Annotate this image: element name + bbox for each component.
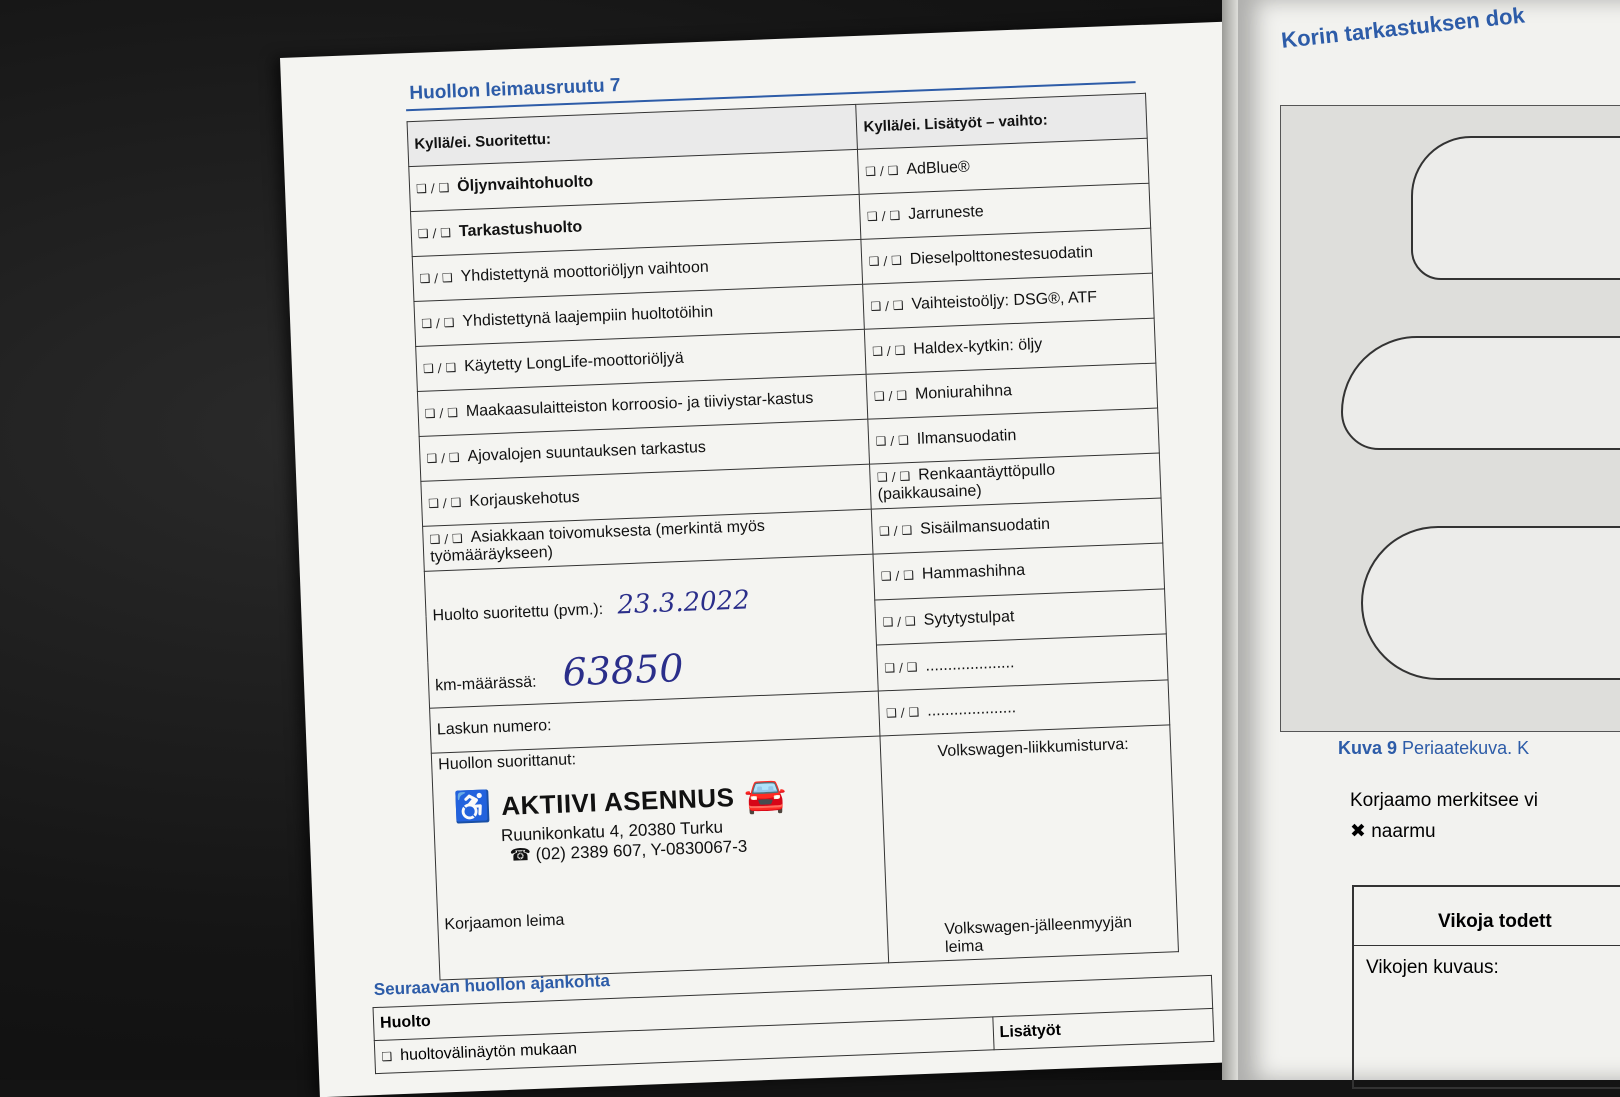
next-col-service: Huolto <box>373 975 1213 1040</box>
dealer-stamp-label: Volkswagen-jälleenmyyjän leima <box>944 913 1133 957</box>
car-icon: 🚘 <box>743 776 788 816</box>
right-row-label: Sytytystulpat <box>923 608 1015 629</box>
workshop-stamp-label: Korjaamon leima <box>444 911 565 934</box>
defects-description-label: Vikojen kuvaus: <box>1366 957 1499 978</box>
right-row-label: Hammashihna <box>921 562 1026 584</box>
left-row-label: Tarkastushuolto <box>458 218 583 241</box>
checkbox-pair[interactable]: ❑ / ❑ <box>876 469 911 485</box>
invoice-label: Laskun numero: <box>436 717 552 739</box>
page-title: Huollon leimausruutu 7 <box>409 74 621 105</box>
right-page-title: Korin tarkastuksen dok <box>1280 2 1526 53</box>
service-booklet-right-page <box>1238 0 1620 1080</box>
checkbox-pair[interactable]: ❑ / ❑ <box>426 450 460 466</box>
car-rear-view-icon <box>1411 136 1620 280</box>
header-right: Kyllä/ei. Lisätyöt – vaihto: <box>856 93 1147 149</box>
service-table <box>407 93 1179 981</box>
right-row-label: Dieselpolttonestesuodatin <box>909 243 1094 268</box>
wheelchair-icon: ♿ <box>453 789 492 825</box>
checkbox-pair[interactable]: ❑ / ❑ <box>421 315 455 331</box>
mobility-label: Volkswagen-liikkumisturva: <box>937 735 1129 761</box>
defects-box <box>1352 885 1620 1089</box>
checkbox-pair[interactable]: ❑ / ❑ <box>866 208 901 224</box>
car-side-view-icon <box>1341 336 1620 450</box>
next-service-title: Seuraavan huollon ajankohta <box>373 971 611 1000</box>
figure-caption: Kuva 9 Periaatekuva. K <box>1338 738 1530 758</box>
checkbox-pair[interactable]: ❑ / ❑ <box>873 388 908 404</box>
service-date-label: Huolto suoritettu (pvm.): <box>432 601 604 625</box>
service-date-value: 23.3.2022 <box>616 585 751 621</box>
workshop-stamp <box>453 772 878 868</box>
checkbox-pair[interactable]: ❑ / ❑ <box>417 225 452 241</box>
checkbox-pair[interactable]: ❑ / ❑ <box>429 531 464 547</box>
km-label: km-määrässä: <box>434 673 537 695</box>
checkbox-pair[interactable]: ❑ / ❑ <box>419 270 454 286</box>
right-row-label: Sisäilmansuodatin <box>919 515 1051 538</box>
checkbox-pair[interactable]: ❑ / ❑ <box>427 495 462 511</box>
stamp-name: AKTIIVI ASENNUS <box>500 781 735 821</box>
left-row-label: Asiakkaan toivomuksesta (merkintä myös työmääräykseen) <box>429 517 766 566</box>
right-row-label: Ilmansuodatin <box>916 427 1017 448</box>
left-row-label: Yhdistettynä moottoriöljyn vaihtoon <box>460 258 710 286</box>
right-text-1: Korjaamo merkitsee vi <box>1350 790 1538 811</box>
left-row-label: Ajovalojen suuntauksen tarkastus <box>467 438 707 466</box>
right-row-label: AdBlue® <box>906 158 971 179</box>
performer-cell <box>431 736 889 980</box>
checkbox-pair[interactable]: ❑ / ❑ <box>868 253 903 269</box>
checkbox-pair[interactable]: ❑ / ❑ <box>880 568 915 584</box>
left-row-label: Maakaasulaitteiston korroosio- ja tiiviystar-kastus <box>465 389 814 421</box>
car-body-diagram <box>1280 105 1620 732</box>
service-date-cell <box>424 554 878 708</box>
checkbox-pair[interactable]: ❑ / ❑ <box>424 405 459 421</box>
right-row-label: .................... <box>925 653 1015 675</box>
left-row-label: Öljynvaihtohuolto <box>456 173 594 196</box>
right-text-2: ✖ naarmu <box>1350 821 1436 842</box>
right-row-label: Moniurahihna <box>914 382 1013 403</box>
checkbox-pair[interactable]: ❑ / ❑ <box>885 704 920 721</box>
checkbox-pair[interactable]: ❑ / ❑ <box>422 360 457 376</box>
km-value: 63850 <box>561 645 685 695</box>
stamp-address: Ruunikonkatu 4, 20380 Turku <box>500 817 724 846</box>
left-row-label: Yhdistettynä laajempiin huoltotöihin <box>462 303 714 331</box>
performer-label: Huollon suorittanut: <box>437 751 577 774</box>
right-row-label: Haldex-kytkin: öljy <box>912 335 1043 358</box>
checkbox-pair[interactable]: ❑ / ❑ <box>415 180 450 196</box>
left-row-label: Käytetty LongLife-moottoriöljyä <box>463 349 685 376</box>
stamp-phone: ☎ (02) 2389 607, Y-0830067-3 <box>509 836 748 865</box>
right-row-label: Jarruneste <box>907 203 985 223</box>
right-row-label: .................... <box>926 699 1017 720</box>
mobility-cell <box>880 725 1178 963</box>
checkbox-pair[interactable]: ❑ / ❑ <box>865 163 899 179</box>
header-left: Kyllä/ei. Suoritettu: <box>407 104 858 166</box>
next-service-row: ❑ huoltovälinäytön mukaan <box>374 1017 993 1074</box>
checkbox-pair[interactable]: ❑ / ❑ <box>870 298 904 314</box>
car-top-view-icon <box>1361 526 1620 680</box>
defects-header: Vikoja todett <box>1438 911 1552 932</box>
checkbox-pair[interactable]: ❑ / ❑ <box>884 659 918 675</box>
right-row-label: Vaihteistoöljy: DSG®, ATF <box>911 288 1098 313</box>
right-row-label: Renkaantäyttöpullo (paikkausaine) <box>877 461 1056 504</box>
checkbox-pair[interactable]: ❑ / ❑ <box>882 613 917 630</box>
checkbox-pair[interactable]: ❑ / ❑ <box>871 343 906 359</box>
next-col-extra: Lisätyöt <box>993 1008 1214 1049</box>
left-row-label: Korjauskehotus <box>469 488 580 511</box>
checkbox-pair[interactable]: ❑ / ❑ <box>878 523 913 539</box>
checkbox-pair[interactable]: ❑ / ❑ <box>875 433 910 449</box>
service-booklet-left-page <box>280 21 1279 1097</box>
